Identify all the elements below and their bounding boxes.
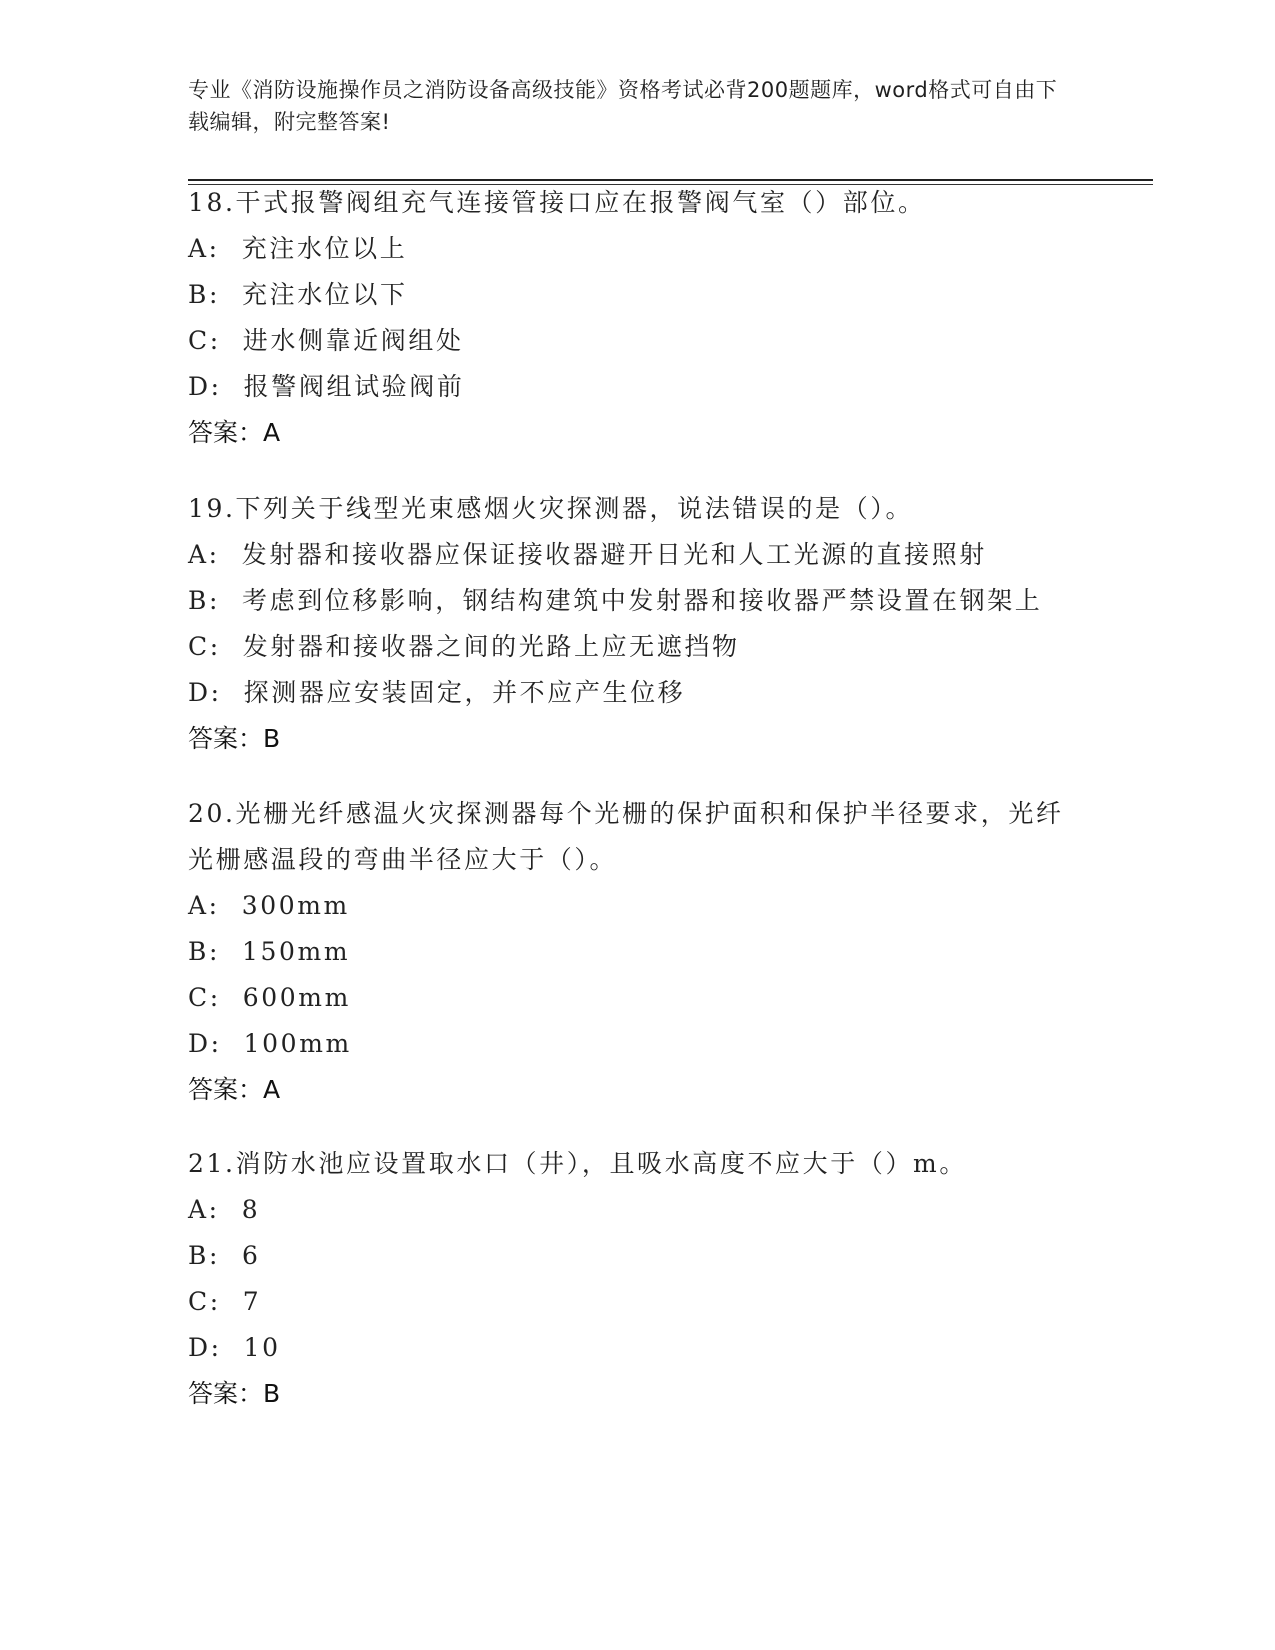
option-text: 6 — [242, 1241, 261, 1270]
option-text: 600mm — [242, 983, 351, 1012]
option-a — [188, 883, 1088, 929]
document-header: 专业《消防设施操作员之消防设备高级技能》资格考试必背200题题库，word格式可自由下载编辑，附完整答案! — [188, 78, 1058, 134]
option-text: 进水侧靠近阀组处 — [242, 326, 464, 355]
option-key: A: — [188, 234, 220, 263]
option-b — [188, 1233, 1088, 1279]
option-text: 充注水位以下 — [242, 280, 408, 309]
option-c — [188, 1279, 1088, 1325]
option-key: B: — [188, 586, 220, 615]
question-stem: 19.下列关于线型光束感烟火灾探测器，说法错误的是（）。 — [188, 494, 914, 523]
option-c — [188, 975, 1088, 1021]
option-a — [188, 226, 1088, 272]
question-20 — [188, 791, 1088, 1113]
option-text: 探测器应安装固定，并不应产生位移 — [243, 678, 686, 707]
option-key: A: — [188, 1195, 220, 1224]
option-text: 7 — [242, 1287, 262, 1316]
option-key: D: — [188, 1333, 222, 1362]
option-c — [188, 624, 1088, 670]
option-key: D: — [188, 678, 222, 707]
option-key: B: — [188, 280, 220, 309]
option-a — [188, 532, 1088, 578]
answer-label: 答案：B — [188, 724, 281, 753]
option-key: C: — [188, 983, 221, 1012]
option-key: C: — [188, 326, 221, 355]
question-stem: 18.干式报警阀组充气连接管接口应在报警阀气室（）部位。 — [188, 188, 926, 217]
option-b — [188, 929, 1088, 975]
option-text: 150mm — [242, 937, 351, 966]
option-text: 100mm — [243, 1029, 352, 1058]
option-text: 发射器和接收器应保证接收器避开日光和人工光源的直接照射 — [241, 540, 987, 569]
option-d — [188, 670, 1088, 716]
option-b — [188, 272, 1088, 318]
option-d — [188, 1021, 1088, 1067]
option-c — [188, 318, 1088, 364]
option-key: B: — [188, 937, 220, 966]
answer-label: 答案：A — [188, 418, 281, 447]
option-d — [188, 364, 1088, 410]
option-text: 10 — [243, 1333, 281, 1362]
question-18 — [188, 180, 1088, 456]
option-key: A: — [188, 540, 220, 569]
option-key: D: — [188, 372, 222, 401]
option-text: 充注水位以上 — [241, 234, 408, 263]
option-text: 300mm — [241, 891, 350, 920]
question-stem: 20.光栅光纤感温火灾探测器每个光栅的保护面积和保护半径要求，光纤光栅感温段的弯曲半径应大于（）。 — [188, 799, 1064, 874]
option-key: A: — [188, 891, 220, 920]
option-text: 8 — [241, 1195, 261, 1224]
option-d — [188, 1325, 1088, 1371]
option-key: C: — [188, 632, 221, 661]
question-stem: 21.消防水池应设置取水口（井），且吸水高度不应大于（）m。 — [188, 1149, 967, 1178]
answer-label: 答案：B — [188, 1379, 281, 1408]
option-a — [188, 1187, 1088, 1233]
option-key: B: — [188, 1241, 220, 1270]
option-text: 报警阀组试验阀前 — [243, 372, 465, 401]
question-21 — [188, 1141, 1088, 1417]
option-key: D: — [188, 1029, 222, 1058]
option-text: 发射器和接收器之间的光路上应无遮挡物 — [242, 632, 740, 661]
option-b — [188, 578, 1088, 624]
answer-label: 答案：A — [188, 1075, 281, 1104]
option-key: C: — [188, 1287, 221, 1316]
question-19 — [188, 486, 1088, 762]
option-text: 考虑到位移影响，钢结构建筑中发射器和接收器严禁设置在钢架上 — [242, 586, 1043, 615]
